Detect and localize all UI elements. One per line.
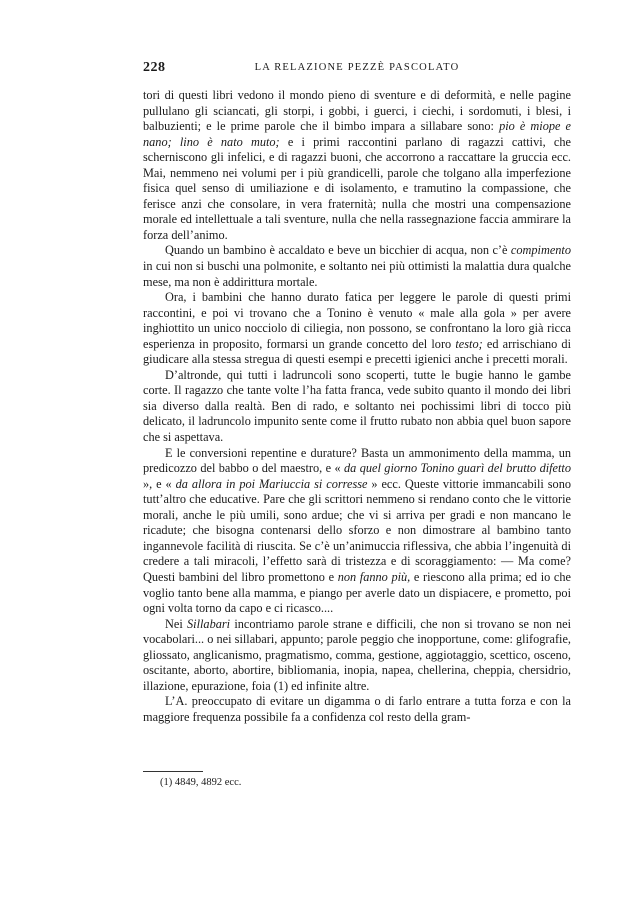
paragraph (143, 243, 571, 290)
italic-text: compimento (510, 243, 571, 258)
italic-text: pio è miope e nano; lino è nato muto; (143, 119, 572, 149)
italic-text: testo; (455, 336, 483, 351)
text-run: tori di questi libri vedono il mondo pieno di sventure e di deformità, e nelle pagine pullulano gli sciancati, gli storpi, i gobbi, i guerci, i ciechi, i sordomuti, i blesi, i balbuzienti; e le prime parole che il bimbo impara a sillabare sono: (143, 88, 571, 134)
text-run: in cui non si buschi una polmonite, e soltanto nei più ottimisti la malattia dura qualche mese, ma non è addirittura mortale. (143, 259, 571, 289)
italic-text: da quel giorno Tonino guarì del brutto difetto (344, 461, 571, 476)
footnote-divider (143, 771, 203, 772)
italic-text: non fanno più, (337, 569, 411, 584)
paragraph (143, 88, 571, 243)
text-run: », e « (143, 476, 176, 491)
page-number: 228 (143, 60, 166, 75)
paragraph (143, 290, 571, 368)
text-run: ed arrischiano di giudicare alla stessa stregua di questi esempi e precetti igienici anche i precetti morali. (143, 336, 571, 367)
text-run: Quando un bambino è accaldato e beve un bicchier di acqua, non c’è (165, 243, 511, 258)
italic-text: Sillabari (187, 616, 231, 631)
italic-text: da allora in poi Mariuccia si corresse (175, 476, 368, 491)
paragraph (143, 446, 571, 617)
text-run: » ecc. Queste vittorie immancabili sono tutt’altro che educative. Pare che gli scrittori nemmeno si rendano conto che le vittorie morali, anche le più umili, sono ardue; che vi si arriva per gradi e non mancano le ricadute; che bisogna contenarsi dello sforzo e non dimostrare al bambino tanto ingannevole facilità di riuscita. Se c’è un’animuccia riflessiva, che abbia l’ingenuità di credere a tali miracoli, l’effetto sarà di tristezza e di scoraggiamento: — Ma come? Questi bambini del libro promettono e (143, 476, 571, 584)
body-text (143, 88, 571, 725)
footnote: (1) 4849, 4892 ecc. (160, 777, 242, 788)
paragraph (143, 617, 571, 695)
text-run: L’A. preoccupato di evitare un digamma o di farlo entrare a tutta forza e con la maggiore frequenza possibile fa a confidenza col resto della gram- (143, 694, 571, 724)
page-header (143, 60, 571, 80)
text-run: e riescono alla prima; ed io che voglio tanto bene alla mamma, e piango per averle dato un dispiacere, e prometto, poi ogni volta torno da capo e ci ricasco.... (143, 569, 571, 616)
text-run: D’altronde, qui tutti i ladruncoli sono scoperti, tutte le bugie hanno le gambe corte. Il ragazzo che tante volte l’ha fatta franca, vede subito quanto il mondo dei libri sia diverso dalla realtà. Ben di rado, e soltanto nei pochissimi libri di tocco più delicato, il ladruncolo impunito sente come il frutto rubato non abbia quel buon sapore che si aspettava. (143, 367, 571, 445)
text-run: Ora, i bambini che hanno durato fatica per leggere le parole di questi primi raccontini, e poi vi trovano che a Tonino è venuto « male alla gola » per avere inghiottito un unico nocciolo di ciliegia, non possono, se confrontano la loro già ricca esperienza in proposito, formarsi un grande concetto del loro (143, 290, 571, 351)
text-run: E le conversioni repentine e durature? Basta un ammonimento della mamma, un predicozzo del babbo o del maestro, e « (143, 445, 571, 476)
paragraph (143, 368, 571, 446)
text-run: e i primi raccontini parlano di ragazzi cattivi, che scherniscono gli infelici, e di ragazzi buoni, che accorrono a raccattare la gruccia ecc. Mai, nemmeno nei volumi per i più grandicelli, parole che tolgano alla imperfezione fisica quel senso di umiliazione e di isolamento, e tramutino la compassione, che ferisce anzi che consolare, in vera fraternità; nulla che mostri una compensazione morale ed intellettuale a tali sventure, nulla che nella rassegnazione faccia ammirare la forza dell’animo. (143, 134, 571, 242)
paragraph (143, 694, 571, 725)
text-run: Nei (165, 616, 188, 631)
running-head: LA RELAZIONE PEZZÈ PASCOLATO (254, 62, 460, 73)
text-run: incontriamo parole strane e difficili, che non si trovano se non nei vocabolari... o nei sillabari, appunto; parole peggio che inopportune, come: glifografie, gliossato, anglicanismo, pragmatismo, comma, gestione, aggiotaggio, scettico, osceno, oscitante, aborto, abortire, bibliomania, inopia, napea, chellerina, cheppia, chersidrio, illazione, epurazione, foia (1) ed infinite altre. (143, 616, 571, 693)
